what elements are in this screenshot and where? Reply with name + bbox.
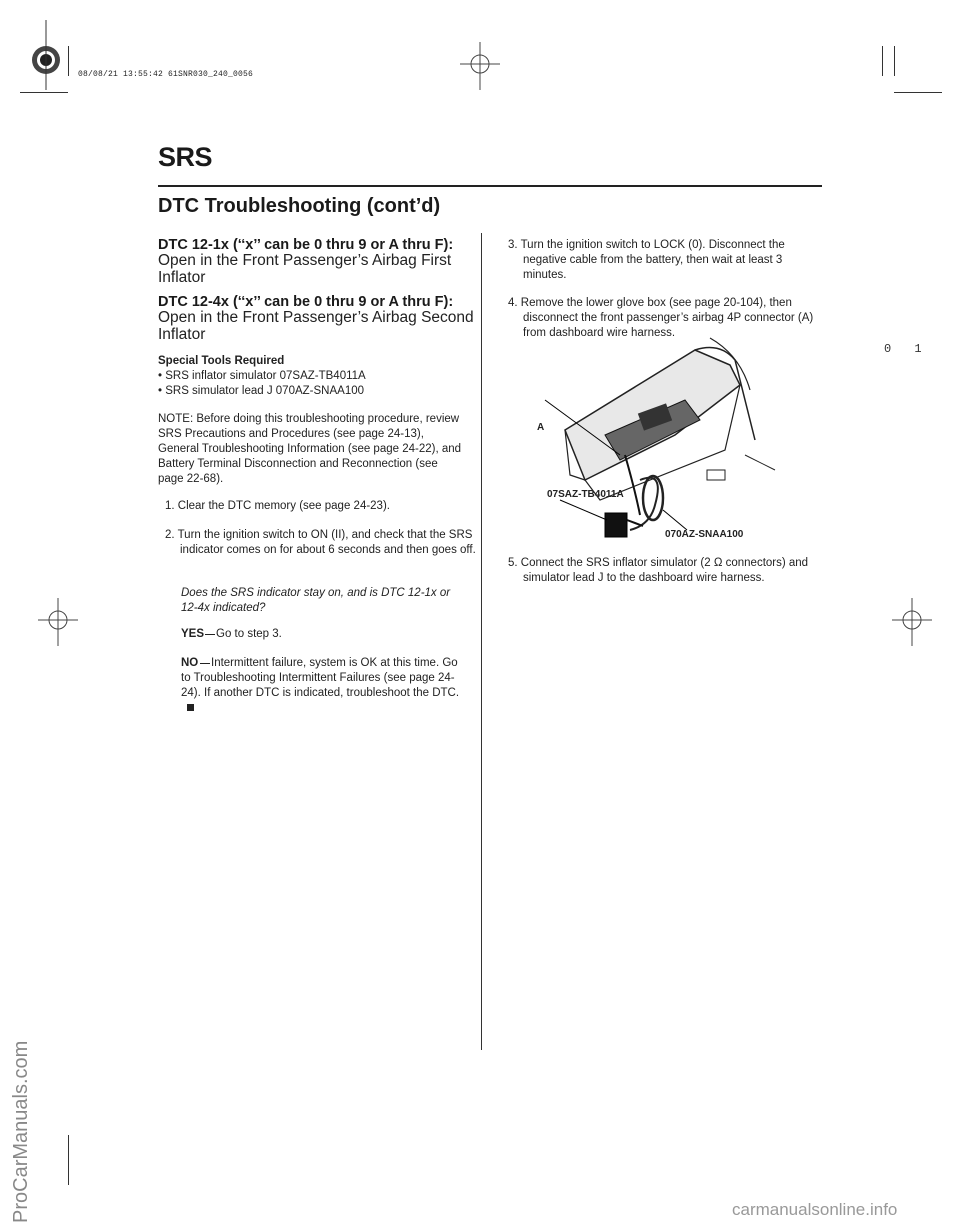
print-stamp: 08/08/21 13:55:42 61SNR030_240_0056 [78, 70, 254, 79]
dtc2-description: Open in the Front Passenger’s Airbag Second Inflator [158, 309, 474, 343]
no-label: NO [181, 657, 199, 669]
column-divider [481, 233, 482, 1050]
tools-heading: Special Tools Required [158, 355, 285, 367]
side-watermark: ProCarManuals.com [10, 1040, 32, 1223]
no-text [181, 656, 463, 716]
crop-mark [894, 46, 895, 76]
crop-mark [68, 46, 69, 76]
step-5: 5. Connect the SRS inflator simulator (2 Ω connectors) and simulator lead J to the dashboard wire harness. [508, 557, 809, 584]
footer-watermark: carmanualsonline.info [732, 1200, 898, 1219]
note-text: NOTE: Before doing this troubleshooting procedure, review SRS Precautions and Procedures (see page 24-13), General Troubleshooting Information (see page 24-22), and Battery Terminal Disconnection and Reconnection (see page 22-68). [158, 413, 462, 485]
figure-label-lead: 070AZ-SNAA100 [665, 529, 744, 540]
tool-item: • SRS inflator simulator 07SAZ-TB4011A [158, 370, 366, 382]
crosshair-top-center [460, 42, 500, 92]
crosshair-left [38, 598, 78, 648]
step-3: 3. Turn the ignition switch to LOCK (0). Disconnect the negative cable from the battery, then wait at least 3 minutes. [508, 239, 785, 281]
tool-item: • SRS simulator lead J 070AZ-SNAA100 [158, 385, 365, 397]
no-text-content: Intermittent failure, system is OK at this time. Go to Troubleshooting Intermittent Failures (see page 24-24). If another DTC is indicated, troubleshoot the DTC. [181, 657, 460, 699]
question-text: Does the SRS indicator stay on, and is DTC 12-1x or 12-4x indicated? [181, 587, 451, 614]
crop-mark [882, 46, 883, 76]
yes-label: YES [181, 628, 205, 640]
step-4: 4. Remove the lower glove box (see page 20-104), then disconnect the front passenger’s airbag 4P connector (A) from dashboard wire harness. [508, 297, 814, 339]
dtc1-description: Open in the Front Passenger’s Airbag First Inflator [158, 252, 452, 286]
section-title: SRS [158, 142, 213, 172]
dtc1-title: DTC 12-1x (‘‘x’’ can be 0 thru 9 or A thru F): [158, 237, 454, 253]
yes-text: Go to step 3. [216, 628, 282, 640]
crop-mark [68, 1135, 69, 1185]
page-title: DTC Troubleshooting (cont’d) [158, 195, 441, 217]
dtc2-title: DTC 12-4x (‘‘x’’ can be 0 thru 9 or A thru F): [158, 294, 454, 310]
crop-mark [20, 92, 68, 93]
step-1: 1. Clear the DTC memory (see page 24-23). [165, 500, 390, 512]
registration-mark-top-left [20, 20, 80, 100]
header-rule [158, 185, 822, 187]
crosshair-right [892, 598, 932, 648]
figure-label-simulator: 07SAZ-TB4011A [547, 489, 624, 500]
step-2: 2. Turn the ignition switch to ON (II), and check that the SRS indicator comes on for about 6 seconds and then goes off. [165, 529, 476, 556]
glove-box-figure [525, 330, 785, 555]
end-mark-icon [187, 704, 194, 711]
corner-code: 0 1 [884, 342, 930, 356]
figure-label-a: A [537, 422, 545, 433]
yes-dash [205, 634, 215, 635]
crop-mark [894, 92, 942, 93]
